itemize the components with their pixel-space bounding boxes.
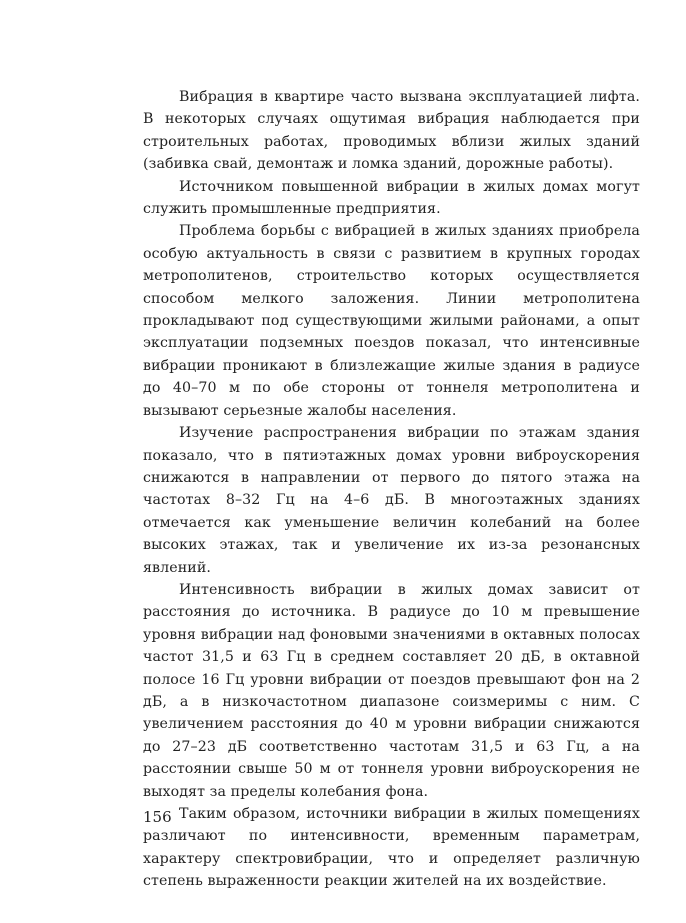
paragraph-2: Источником повышенной вибрации в жилых домах могут служить промышленные предприятия. — [143, 178, 640, 218]
paragraph-6: Таким образом, источники вибрации в жилых помещениях различают по интенсивности, временным параметрам, характеру спектровибрации, что и определяет различную степень выраженности реакции жителей на их воздействие. — [143, 806, 640, 890]
paragraph-1: Вибрация в квартире часто вызвана эксплуатацией лифта. В некоторых случаях ощутимая вибрация наблюдается при строительных работах, проводимых вблизи жилых зданий (забивка свай, демонтаж и ломка зданий, дорожные работы). — [143, 89, 640, 173]
page-number: 156 — [143, 808, 172, 826]
paragraph-4: Изучение распространения вибрации по этажам здания показало, что в пятиэтажных домах уровни виброускорения снижаются в направлении от первого до пятого этажа на частотах 8–32 Гц на 4–6 дБ. В многоэтажных зданиях отмечается как уменьшение величин колебаний на более высоких этажах, так и увеличение их из-за резонансных явлений. — [143, 425, 640, 576]
body-text — [143, 86, 640, 893]
paragraph-5: Интенсивность вибрации в жилых домах зависит от расстояния до источника. В радиусе до 10 м превышение уровня вибрации над фоновыми значениями в октавных полосах частот 31,5 и 63 Гц в среднем составляет 20 дБ, в октавной полосе 16 Гц уровни вибрации от поездов превышают фон на 2 дБ, а в низкочастотном диапазоне соизмеримы с ним. С увеличением расстояния до 40 м уровни вибрации снижаются до 27–23 дБ соответственно частотам 31,5 и 63 Гц, а на расстоянии свыше 50 м от тоннеля уровни виброускорения не выходят за пределы колебания фона. — [143, 581, 640, 800]
paragraph-3: Проблема борьбы с вибрацией в жилых зданиях приобрела особую актуальность в связи с развитием в крупных городах метрополитенов, строительство которых осуществляется способом мелкого заложения. Линии метрополитена прокладывают под существующими жилыми районами, а опыт эксплуатации подземных поездов показал, что интенсивные вибрации проникают в близлежащие жилые здания в радиусе до 40–70 м по обе стороны от тоннеля метрополитена и вызывают серьезные жалобы населения. — [143, 223, 640, 419]
